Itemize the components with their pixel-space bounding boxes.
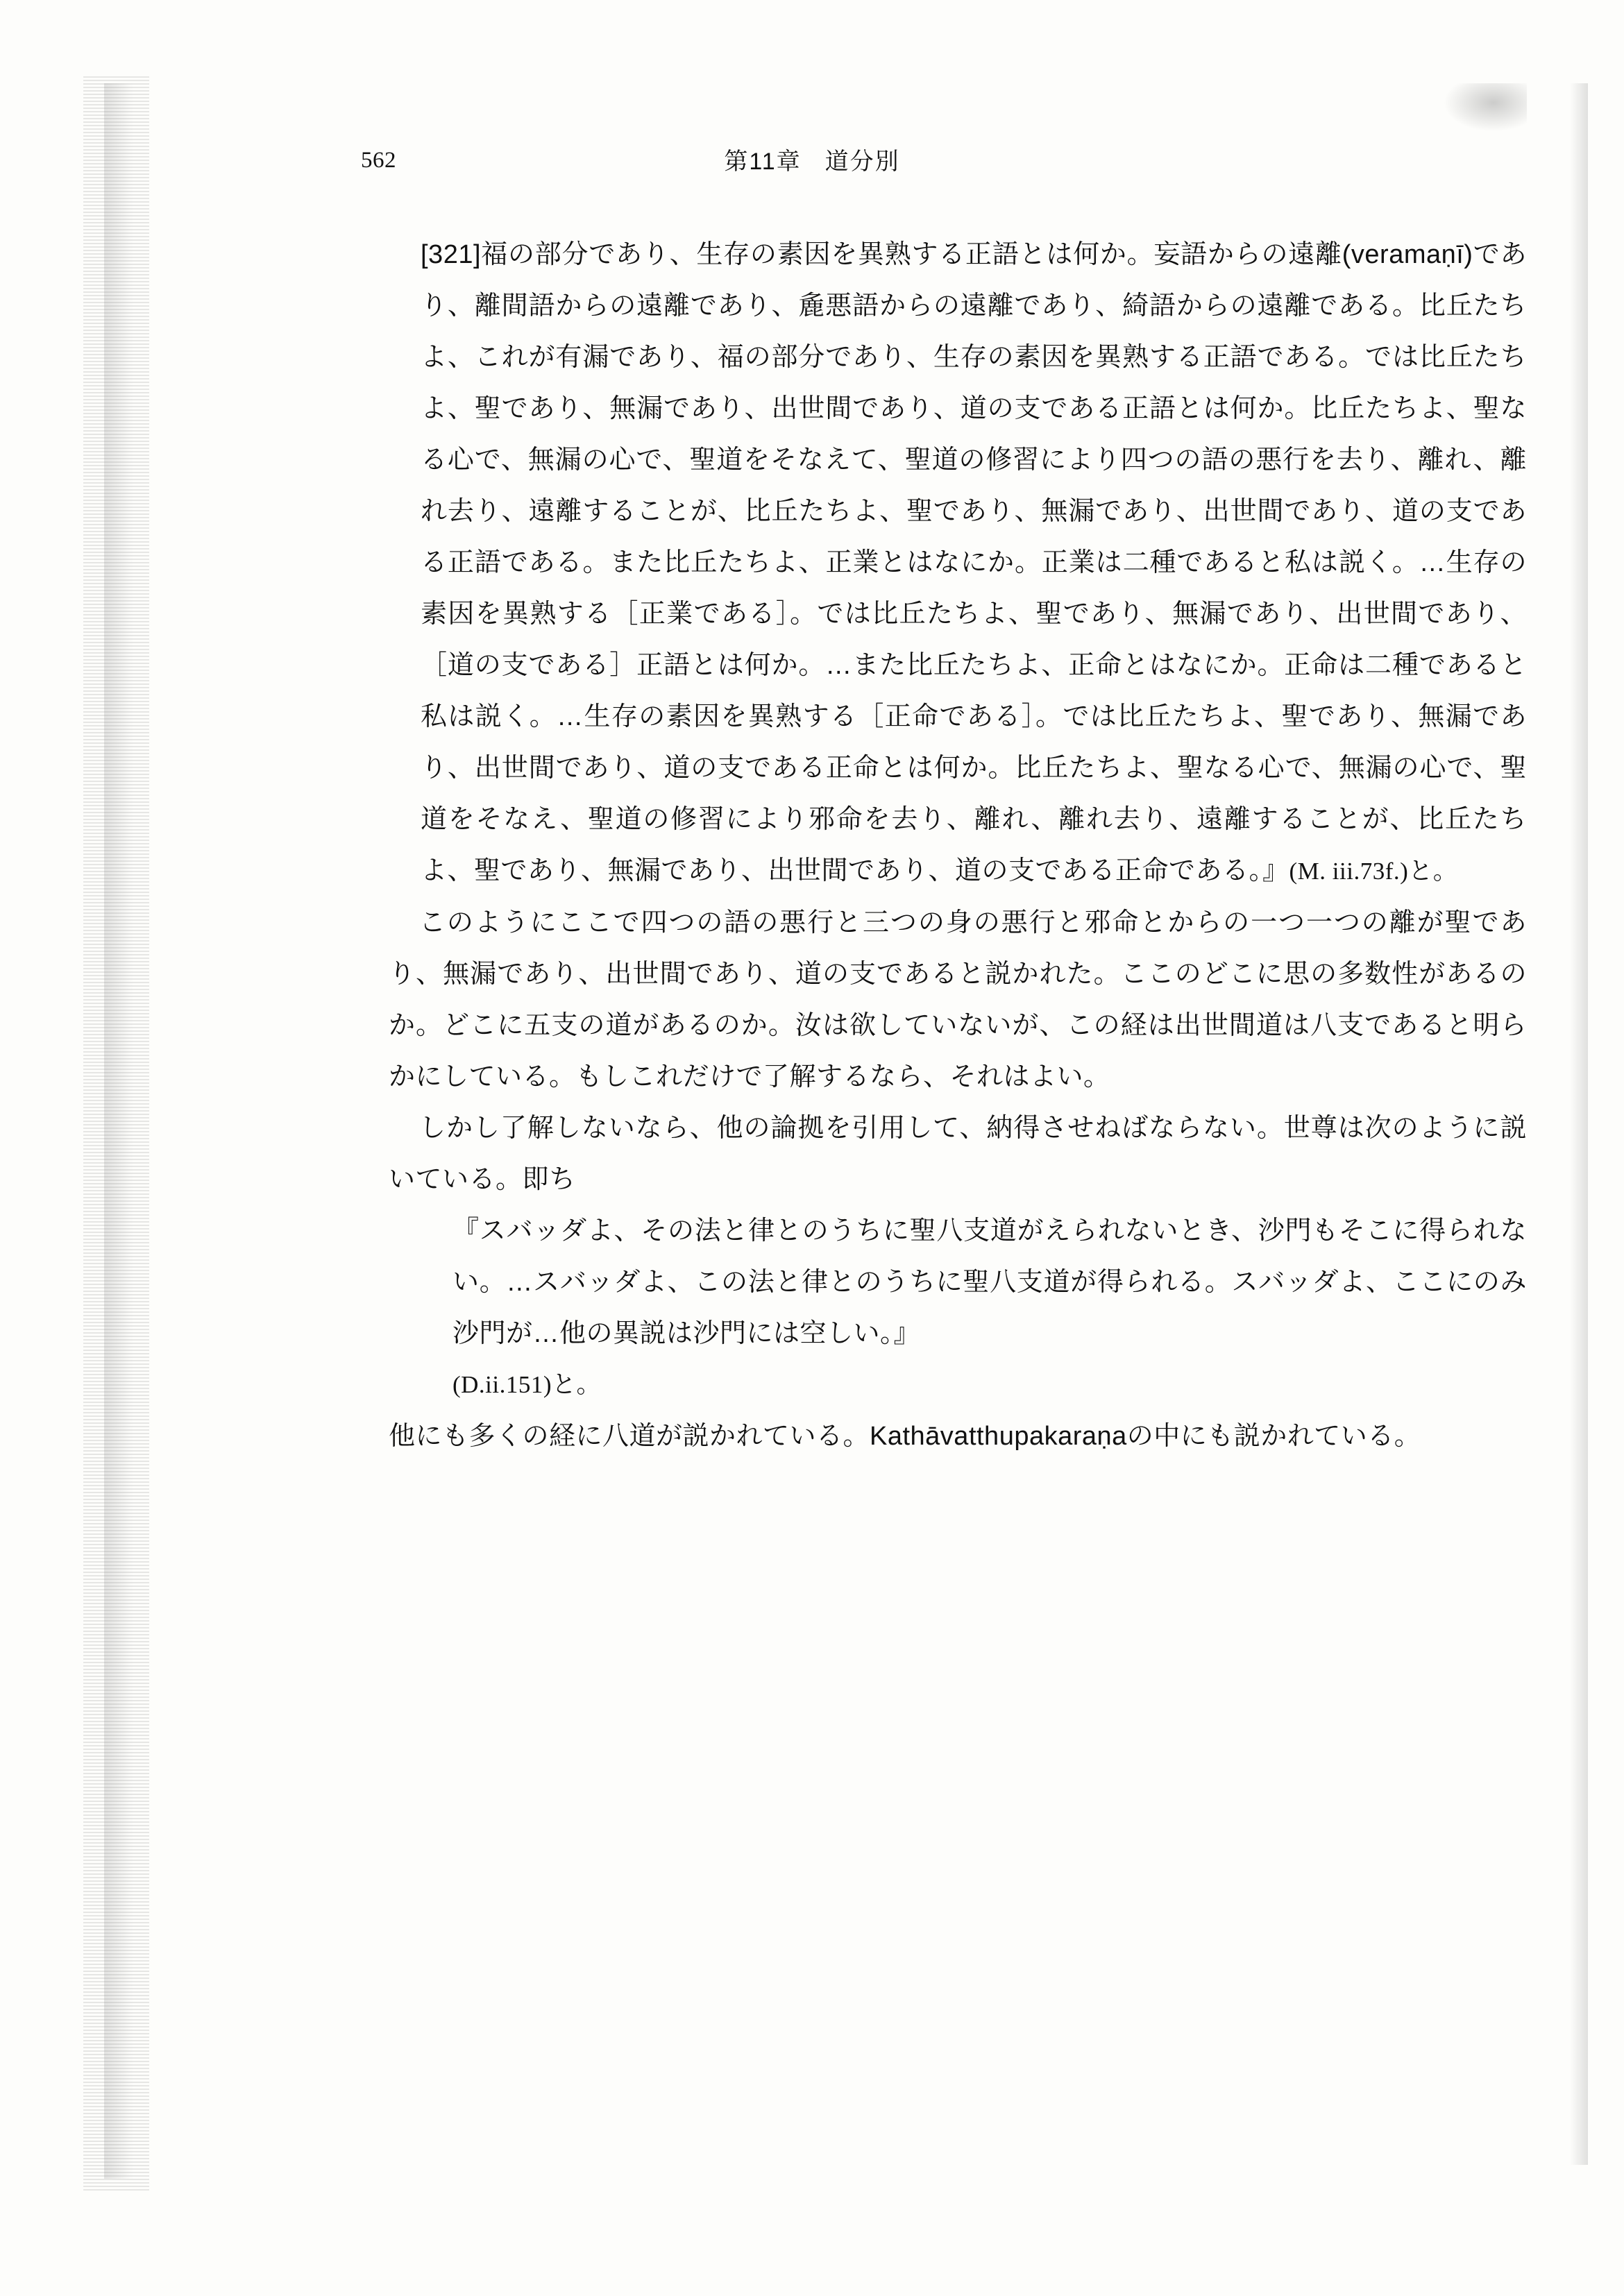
citation-m-iii-73: (M. iii.73f.)と。: [1289, 858, 1458, 885]
paragraph-commentary-1: このようにここで四つの語の悪行と三つの身の悪行と邪命とからの一つ一つの離が聖であり、無漏であり、出世間であり、道の支であると説かれた。ここのどこに思の多数性があるのか。どこに五支の道があるのか。汝は欲していないが、この経は出世間道は八支であると明らかにしている。もしこれだけで了解するなら、それはよい。: [389, 908, 1527, 1091]
paragraph-text: [321]福の部分であり、生存の素因を異熟する正語とは何か。妄語からの遠離(veramaṇī)であり、離間語からの遠離であり、麁悪語からの遠離であり、綺語からの遠離である。比丘たちよ、これが有漏であり、福の部分であり、生存の素因を異熟する正語である。では比丘たちよ、聖であり、無漏であり、出世間であり、道の支である正語とは何か。比丘たちよ、聖なる心で、無漏の心で、聖道をそなえて、聖道の修習により四つの語の悪行を去り、離れ、離れ去り、遠離することが、比丘たちよ、聖であり、無漏であり、出世間であり、道の支である正語である。また比丘たちよ、正業とはなにか。正業は二種であると私は説く。…生存の素因を異熟する［正業である］。では比丘たちよ、聖であり、無漏であり、出世間であり、［道の支である］正語とは何か。…また比丘たちよ、正命とはなにか。正命は二種であると私は説く。…生存の素因を異熟する［正命である］。では比丘たちよ、聖であり、無漏であり、出世間であり、道の支である正命とは何か。比丘たちよ、聖なる心で、無漏の心で、聖道をそなえ、聖道の修習により邪命を去り、離れ、離れ去り、遠離することが、比丘たちよ、聖であり、無漏であり、出世間であり、道の支である正命である。』: [421, 240, 1527, 885]
chapter-name: 道分別: [824, 148, 900, 175]
page-body: [389, 229, 1527, 1462]
chapter-title: [0, 142, 1624, 176]
paragraph-text: 『スバッダよ、その法と律とのうちに聖八支道がえられないとき、沙門もそこに得られない。…スバッダよ、この法と律とのうちに聖八支道が得られる。スバッダよ、ここにのみ沙門が…他の異説は沙門には空しい。』: [452, 1216, 1527, 1348]
paragraph-commentary-2: しかし了解しないなら、他の論拠を引用して、納得させねばならない。世尊は次のように説いている。即ち: [389, 1114, 1527, 1194]
page-number: 562: [361, 148, 396, 173]
paragraph-commentary-3: 他にも多くの経に八道が説かれている。Kathāvatthupakaraṇaの中にも説かれている。: [389, 1422, 1421, 1451]
citation-d-ii-151: (D.ii.151)と。: [452, 1371, 602, 1398]
paragraph-sutta-quote: [421, 229, 1527, 897]
chapter-number: 第11章: [724, 148, 802, 175]
paragraph-subhadda-quote: [452, 1205, 1527, 1359]
running-head: [0, 142, 1624, 177]
